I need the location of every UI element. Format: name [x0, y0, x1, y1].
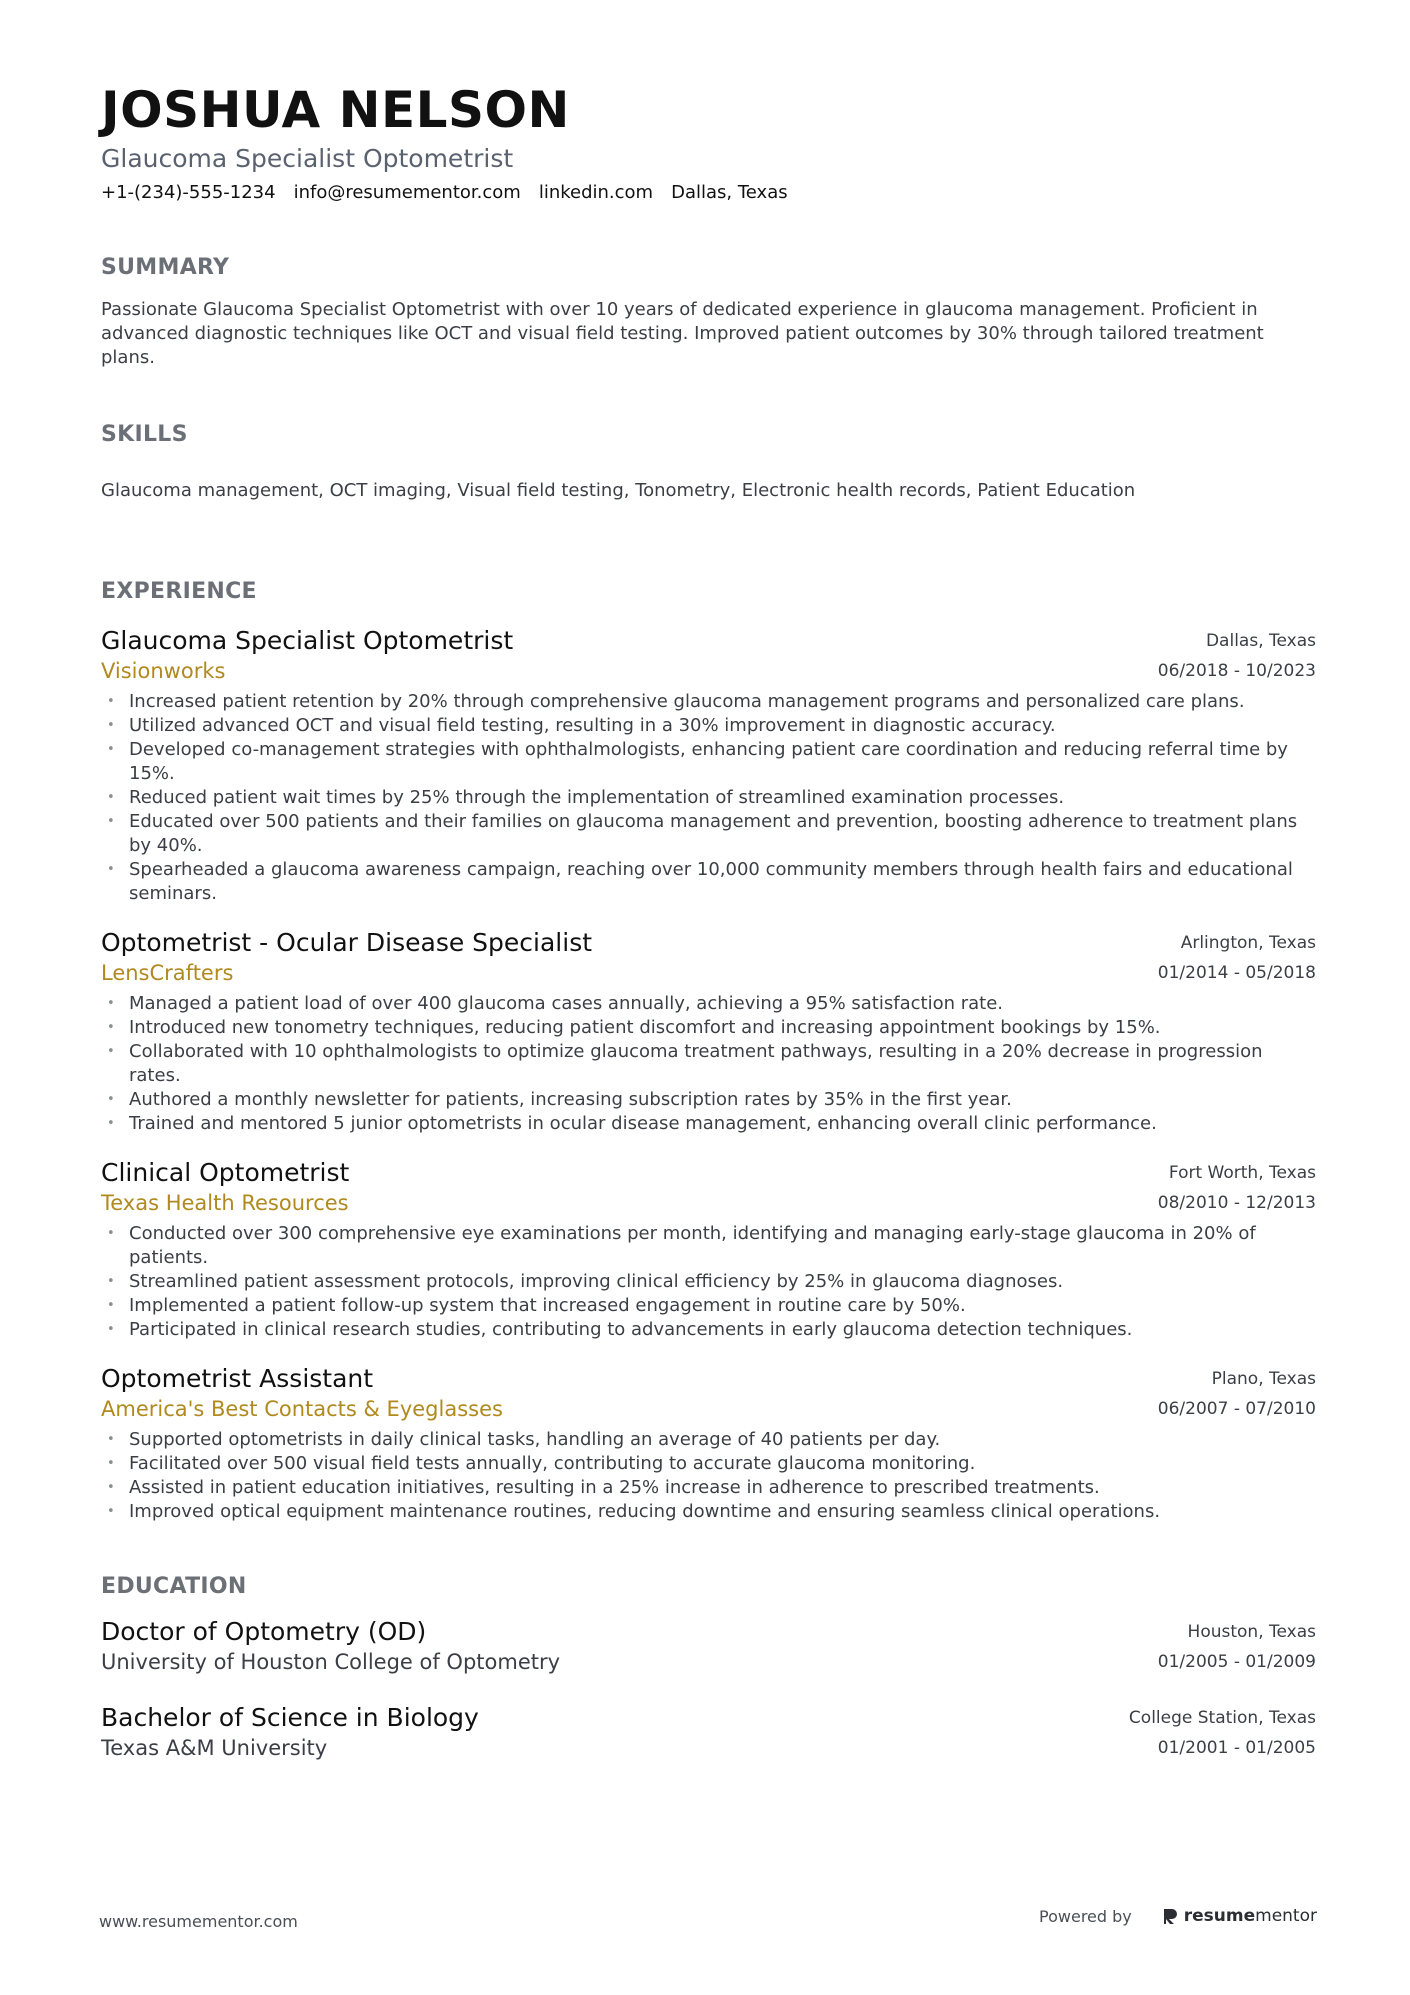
job-bullets — [101, 690, 1316, 906]
job-bullets — [101, 1222, 1316, 1342]
experience-entry — [101, 928, 1316, 1136]
candidate-headline: Glaucoma Specialist Optometrist — [101, 143, 514, 173]
education-degree: Bachelor of Science in Biology — [101, 1702, 479, 1732]
resumementor-logo-icon — [1162, 1907, 1178, 1925]
contact-linkedin[interactable]: linkedin.com — [538, 181, 654, 203]
job-company: Texas Health Resources — [101, 1190, 349, 1215]
job-bullet: • Conducted over 300 comprehensive eye examinations per month, identifying and managing early-stage glaucoma in 20% of patients. — [101, 1222, 1316, 1270]
job-bullet: • Increased patient retention by 20% through comprehensive glaucoma management programs and personalized care plans. — [101, 690, 1316, 714]
education-dates: 01/2005 - 01/2009 — [1157, 1651, 1316, 1672]
job-bullet: • Collaborated with 10 ophthalmologists to optimize glaucoma treatment pathways, resulting in a 20% decrease in progression rates. — [101, 1040, 1316, 1088]
contact-location: Dallas, Texas — [671, 181, 788, 203]
contact-phone[interactable]: +1-(234)-555-1234 — [101, 181, 276, 203]
job-bullet: • Trained and mentored 5 junior optometrists in ocular disease management, enhancing overall clinic performance. — [101, 1112, 1316, 1136]
job-bullets — [101, 992, 1316, 1136]
education-degree: Doctor of Optometry (OD) — [101, 1616, 427, 1646]
contact-line — [101, 182, 1316, 203]
job-bullet: • Reduced patient wait times by 25% through the implementation of streamlined examination processes. — [101, 786, 1316, 810]
job-bullet: • Spearheaded a glaucoma awareness campaign, reaching over 10,000 community members through health fairs and educational seminars. — [101, 858, 1316, 906]
job-dates: 06/2007 - 07/2010 — [1157, 1398, 1316, 1419]
job-location: Fort Worth, Texas — [1168, 1162, 1316, 1183]
summary-section — [101, 255, 1316, 370]
job-title: Glaucoma Specialist Optometrist — [101, 625, 514, 655]
job-bullet: • Managed a patient load of over 400 glaucoma cases annually, achieving a 95% satisfaction rate. — [101, 992, 1316, 1016]
job-bullet: • Authored a monthly newsletter for patients, increasing subscription rates by 35% in the first year. — [101, 1088, 1316, 1112]
experience-section — [101, 579, 1316, 1524]
skills-section — [101, 422, 1316, 503]
resume-content — [101, 82, 1316, 1763]
job-location: Dallas, Texas — [1205, 630, 1316, 651]
education-section — [101, 1574, 1316, 1763]
job-bullet: • Implemented a patient follow-up system that increased engagement in routine care by 50%. — [101, 1294, 1316, 1318]
job-dates: 06/2018 - 10/2023 — [1157, 660, 1316, 681]
job-bullet: • Introduced new tonometry techniques, reducing patient discomfort and increasing appointment bookings by 15%. — [101, 1016, 1316, 1040]
job-company: America's Best Contacts & Eyeglasses — [101, 1396, 503, 1421]
job-location: Arlington, Texas — [1180, 932, 1316, 953]
summary-heading: SUMMARY — [101, 254, 230, 280]
brand-text-bold: resume — [1183, 1906, 1256, 1926]
job-bullet: • Educated over 500 patients and their families on glaucoma management and prevention, boosting adherence to treatment plans by 40%. — [101, 810, 1316, 858]
experience-entry — [101, 1364, 1316, 1524]
footer-branding — [1039, 1906, 1317, 1926]
experience-entry — [101, 1158, 1316, 1342]
job-title: Optometrist Assistant — [101, 1363, 374, 1393]
job-company: Visionworks — [101, 658, 226, 683]
contact-email[interactable]: info@resumementor.com — [293, 181, 521, 203]
education-location: Houston, Texas — [1187, 1621, 1316, 1642]
job-company: LensCrafters — [101, 960, 234, 985]
summary-text: Passionate Glaucoma Specialist Optometrist with over 10 years of dedicated experience in glaucoma management. Proficient in advanced diagnostic techniques like OCT and visual field testing. Improved patient outcomes by 30% through tailored treatment plans. — [101, 298, 1264, 368]
skills-text: Glaucoma management, OCT imaging, Visual field testing, Tonometry, Electronic health records, Patient Education — [101, 479, 1136, 501]
experience-entry — [101, 626, 1316, 906]
job-bullet: • Improved optical equipment maintenance routines, reducing downtime and ensuring seamless clinical operations. — [101, 1500, 1316, 1524]
job-bullets — [101, 1428, 1316, 1524]
job-title: Clinical Optometrist — [101, 1157, 350, 1187]
job-bullet: • Streamlined patient assessment protocols, improving clinical efficiency by 25% in glaucoma diagnoses. — [101, 1270, 1316, 1294]
powered-by-label: Powered by — [1039, 1906, 1132, 1926]
experience-heading: EXPERIENCE — [101, 578, 257, 604]
education-heading: EDUCATION — [101, 1573, 247, 1599]
job-dates: 01/2014 - 05/2018 — [1157, 962, 1316, 983]
job-bullet: • Utilized advanced OCT and visual field testing, resulting in a 30% improvement in diagnostic accuracy. — [101, 714, 1316, 738]
education-location: College Station, Texas — [1128, 1707, 1316, 1728]
job-bullet: • Supported optometrists in daily clinical tasks, handling an average of 40 patients per day. — [101, 1428, 1316, 1452]
job-bullet: • Facilitated over 500 visual field tests annually, contributing to accurate glaucoma monitoring. — [101, 1452, 1316, 1476]
brand-text-light: mentor — [1255, 1906, 1317, 1926]
skills-heading: SKILLS — [101, 421, 188, 447]
job-dates: 08/2010 - 12/2013 — [1157, 1192, 1316, 1213]
candidate-name: JOSHUA NELSON — [101, 81, 570, 139]
education-entry — [101, 1703, 1316, 1763]
job-bullet: • Participated in clinical research studies, contributing to advancements in early glaucoma detection techniques. — [101, 1318, 1316, 1342]
job-bullet: • Developed co-management strategies with ophthalmologists, enhancing patient care coordination and reducing referral time by 15%. — [101, 738, 1316, 786]
footer-website[interactable]: www.resumementor.com — [99, 1912, 298, 1931]
education-school: University of Houston College of Optometry — [101, 1649, 561, 1674]
education-entry — [101, 1617, 1316, 1677]
education-dates: 01/2001 - 01/2005 — [1157, 1737, 1316, 1758]
job-bullet: • Assisted in patient education initiatives, resulting in a 25% increase in adherence to prescribed treatments. — [101, 1476, 1316, 1500]
brand-logo[interactable] — [1162, 1906, 1317, 1926]
job-title: Optometrist - Ocular Disease Specialist — [101, 927, 593, 957]
education-school: Texas A&M University — [101, 1735, 328, 1760]
job-location: Plano, Texas — [1211, 1368, 1316, 1389]
